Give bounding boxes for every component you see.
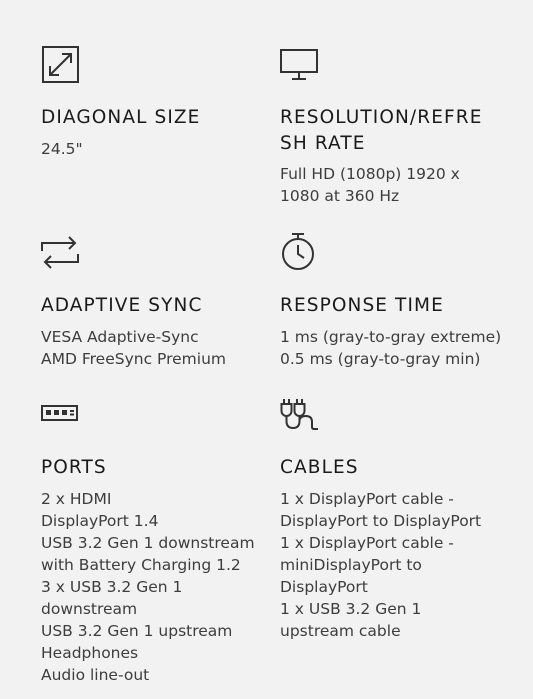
feature-description bbox=[280, 326, 501, 370]
desc-line: 1 x USB 3.2 Gen 1 bbox=[280, 600, 422, 618]
feature-title bbox=[280, 105, 510, 157]
cable-plug-icon bbox=[280, 397, 320, 437]
ports-icon bbox=[41, 395, 81, 435]
desc-line: miniDisplayPort to bbox=[280, 556, 422, 574]
desc-line: Headphones bbox=[41, 644, 139, 662]
title-line: RESOLUTION/REFRE bbox=[280, 107, 483, 128]
desc-line: downstream bbox=[41, 600, 138, 618]
desc-line: Full HD (1080p) 1920 x bbox=[280, 165, 460, 183]
desc-line: with Battery Charging 1.2 bbox=[41, 556, 241, 574]
feature-title: PORTS bbox=[41, 457, 107, 478]
feature-description bbox=[280, 163, 460, 207]
desc-line: Audio line-out bbox=[41, 666, 150, 684]
desc-line: 1 x DisplayPort cable - bbox=[280, 490, 454, 508]
sync-arrows-icon bbox=[41, 233, 81, 273]
feature-title: DIAGONAL SIZE bbox=[41, 107, 201, 128]
feature-title: ADAPTIVE SYNC bbox=[41, 295, 203, 316]
feature-description bbox=[41, 488, 255, 686]
desc-line: 1080 at 360 Hz bbox=[280, 187, 400, 205]
title-line: SH RATE bbox=[280, 133, 366, 154]
desc-line: 24.5" bbox=[41, 140, 83, 158]
stopwatch-icon bbox=[280, 232, 320, 272]
desc-line: USB 3.2 Gen 1 upstream bbox=[41, 622, 233, 640]
desc-line: 0.5 ms (gray-to-gray min) bbox=[280, 350, 481, 368]
desc-line: VESA Adaptive-Sync bbox=[41, 328, 199, 346]
desc-line: DisplayPort 1.4 bbox=[41, 512, 159, 530]
desc-line: AMD FreeSync Premium bbox=[41, 350, 226, 368]
monitor-icon bbox=[280, 45, 320, 85]
desc-line: 1 ms (gray-to-gray extreme) bbox=[280, 328, 502, 346]
feature-description bbox=[280, 488, 481, 642]
desc-line: 1 x DisplayPort cable - bbox=[280, 534, 454, 552]
desc-line: DisplayPort to DisplayPort bbox=[280, 512, 482, 530]
feature-title: RESPONSE TIME bbox=[280, 295, 444, 316]
desc-line: USB 3.2 Gen 1 downstream bbox=[41, 534, 255, 552]
feature-description bbox=[41, 326, 226, 370]
desc-line: 2 x HDMI bbox=[41, 490, 112, 508]
diagonal-expand-icon bbox=[41, 45, 81, 85]
feature-description bbox=[41, 138, 83, 160]
desc-line: DisplayPort bbox=[280, 578, 368, 596]
feature-title: CABLES bbox=[280, 457, 359, 478]
desc-line: upstream cable bbox=[280, 622, 401, 640]
desc-line: 3 x USB 3.2 Gen 1 bbox=[41, 578, 183, 596]
